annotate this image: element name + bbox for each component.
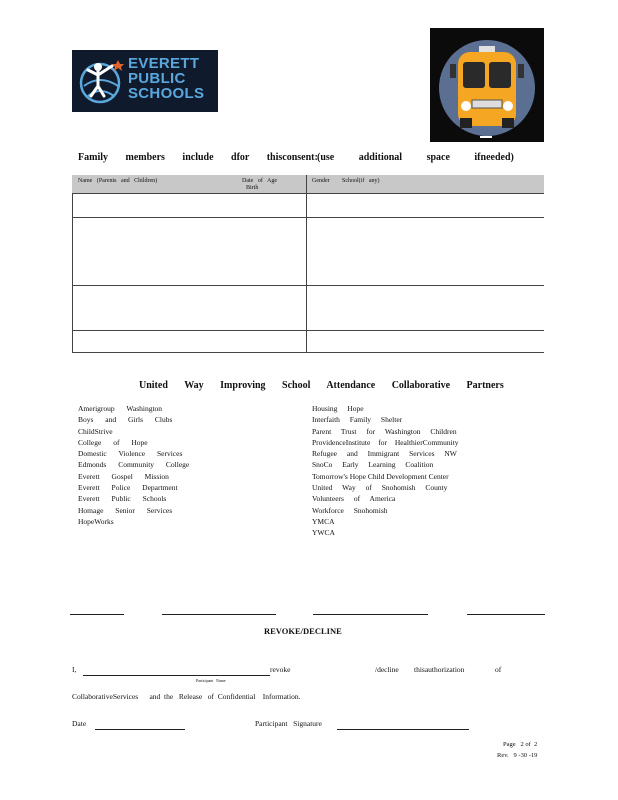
header-birth: Birth	[246, 185, 259, 191]
table-row-line-3	[72, 330, 544, 331]
revoke-word: revoke	[270, 665, 291, 674]
family-entry-input[interactable]	[74, 197, 304, 215]
everett-public-schools-logo	[72, 50, 218, 112]
revoke-prefix: I,	[72, 665, 77, 674]
header-dob: Date of Age	[242, 178, 277, 184]
name-label: Name	[216, 678, 226, 683]
separator-line	[70, 614, 124, 615]
globe-figure-icon	[78, 56, 126, 106]
list-item: Domestic Violence Services	[78, 449, 183, 459]
family-details-input[interactable]	[309, 197, 542, 215]
partners-title: United Way Improving School Attendance Collaborative Partners	[139, 380, 504, 391]
list-item: Tomorrow's Hope Child Development Center	[312, 471, 449, 481]
signature-field[interactable]	[337, 729, 469, 730]
list-item: Everett Police Department	[78, 483, 178, 493]
list-item: Everett Public Schools	[78, 494, 167, 504]
logo-line-2: PUBLIC	[128, 70, 186, 87]
table-border-bottom	[72, 352, 544, 353]
list-item: Homage Senior Services	[78, 505, 173, 515]
table-divider	[306, 175, 307, 353]
list-item: ChildStrive	[78, 426, 113, 436]
list-item: Workforce Snohomish	[312, 505, 388, 515]
logo-wordmark	[128, 56, 204, 101]
partners-list-right	[312, 403, 459, 539]
date-label: Date	[72, 719, 87, 728]
authorization-word: thisauthorization	[414, 665, 465, 674]
date-field[interactable]	[95, 729, 185, 730]
list-item: ProvidenceInstitute for HealthierCommunity	[312, 437, 459, 447]
partners-list-left	[78, 403, 189, 527]
table-row-line-2	[72, 285, 544, 286]
school-bus-logo	[430, 28, 544, 142]
separator-line	[162, 614, 276, 615]
header-name: Name (Parents and Children)	[78, 178, 158, 184]
list-item: SnoCo Early Learning Coalition	[312, 460, 434, 470]
list-item: Parent Trust for Washington Children	[312, 426, 457, 436]
logo-line-3: SCHOOLS	[128, 85, 205, 102]
list-item: Refugee and Immigrant Services NW	[312, 449, 457, 459]
school-bus-icon	[430, 28, 544, 142]
table-row-line-1	[72, 217, 544, 218]
header-gender: Gender	[312, 178, 330, 184]
page-number: Page 2 of 2	[503, 741, 538, 748]
separator-line	[467, 614, 545, 615]
list-item: Interfaith Family Shelter	[312, 415, 403, 425]
logo-line-1: EVERETT	[128, 55, 200, 72]
family-members-table	[72, 175, 544, 353]
list-item: College of Hope	[78, 437, 148, 447]
list-item: Boys and Girls Clubs	[78, 415, 173, 425]
family-members-title: Family members include dfor thisconsent:	[78, 152, 318, 163]
list-item: HopeWorks	[78, 516, 114, 526]
table-header	[72, 175, 544, 194]
additional-space-note: (use additional space ifneeded)	[317, 152, 514, 163]
signature-label: Participant Signature	[255, 719, 322, 728]
list-item: Everett Gospel Mission	[78, 471, 169, 481]
header-school: School(if any)	[342, 178, 380, 184]
participant-label: Participant	[196, 678, 214, 683]
list-item: YMCA	[312, 516, 335, 526]
separator-line	[313, 614, 428, 615]
revoke-line-2: CollaborativeServices and the Release of Confidential Information.	[72, 692, 301, 701]
participant-name-field[interactable]	[83, 675, 270, 676]
list-item: Volunteers of America	[312, 494, 396, 504]
list-item: YWCA	[312, 528, 335, 538]
of-word: of	[495, 665, 502, 674]
list-item: Amerigroup Washington	[78, 404, 163, 413]
decline-word: /decline	[375, 665, 399, 674]
revision-date: Rev. 9 -30 -19	[497, 752, 538, 759]
list-item: Edmonds Community College	[78, 460, 190, 470]
list-item: United Way of Snohomish County	[312, 483, 448, 493]
list-item: Housing Hope	[312, 404, 364, 413]
revoke-decline-title: REVOKE/DECLINE	[264, 626, 342, 636]
